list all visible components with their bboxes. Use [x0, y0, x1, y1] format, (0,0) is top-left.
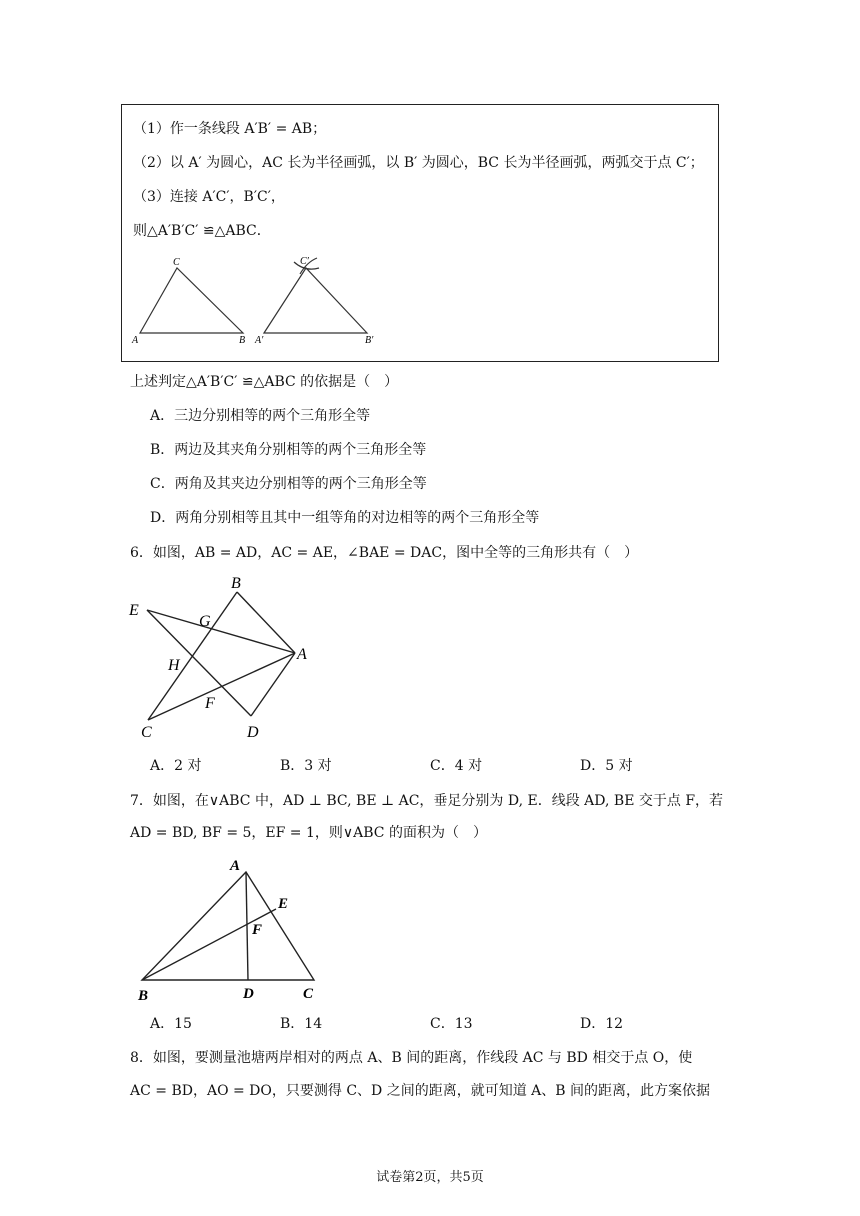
q6-label-b: B [231, 575, 241, 592]
q7-option-b: B．14 [280, 1016, 323, 1032]
q7-option-d: D．12 [580, 1016, 624, 1032]
label-c-prime: C′ [300, 256, 309, 267]
q5-stem: 上述判定△A′B′C′ ≌△ABC 的依据是（ ） [130, 374, 399, 390]
q7-label-d: D [243, 986, 254, 1002]
construction-figure [121, 250, 401, 355]
construction-step-1: （1）作一条线段 A′B′ = AB； [133, 121, 327, 137]
q6-label-g: G [199, 613, 211, 630]
label-a: A [132, 335, 139, 346]
q7-stem-line-1: 7．如图，在∨ABC 中，AD ⊥ BC, BE ⊥ AC，垂足分别为 D, E．线段 AD, BE 交于点 F，若 [130, 793, 724, 809]
q8-stem-line-1: 8．如图，要测量池塘两岸相对的两点 A、B 间的距离，作线段 AC 与 BD 相交于点 O，使 [130, 1050, 693, 1066]
construction-step-3: （3）连接 A′C′，B′C′， [133, 189, 285, 205]
q7-label-c: C [303, 986, 314, 1002]
q6-label-e: E [129, 602, 139, 619]
q5-option-d: D．两角分别相等且其中一组等角的对边相等的两个三角形全等 [150, 510, 540, 526]
label-a-prime: A′ [255, 335, 264, 346]
construction-step-2: （2）以 A′ 为圆心，AC 长为半径画弧，以 B′ 为圆心，BC 长为半径画弧，两弧交于点 C′； [133, 155, 704, 171]
label-b: B [239, 335, 246, 346]
label-c: C [173, 257, 180, 268]
q6-figure [125, 570, 325, 745]
q7-stem-line-2: AD = BD, BF = 5，EF = 1，则∨ABC 的面积为（ ） [130, 825, 487, 841]
q7-label-a: A [230, 858, 241, 874]
q6-label-a: A [297, 646, 307, 663]
q7-option-c: C．13 [430, 1016, 473, 1032]
q6-option-a: A．2 对 [150, 758, 202, 774]
triangle-abc [140, 268, 243, 333]
q7-option-a: A．15 [150, 1016, 192, 1032]
label-b-prime: B′ [365, 335, 374, 346]
q7-label-f: F [252, 922, 263, 938]
q5-option-b: B．两边及其夹角分别相等的两个三角形全等 [150, 442, 427, 458]
q6-option-b: B．3 对 [280, 758, 332, 774]
q6-label-h: H [168, 657, 180, 674]
q6-label-c: C [141, 724, 152, 741]
q6-option-c: C．4 对 [430, 758, 483, 774]
construction-conclusion: 则△A′B′C′ ≌△ABC． [133, 223, 271, 239]
triangle-a2b2c2 [264, 258, 367, 333]
q6-label-d: D [247, 724, 259, 741]
q6-stem: 6．如图，AB = AD，AC = AE，∠BAE = DAC，图中全等的三角形共有（ ） [130, 545, 639, 561]
q5-option-c: C．两角及其夹边分别相等的两个三角形全等 [150, 476, 427, 492]
q7-label-b: B [138, 988, 149, 1004]
q5-option-a: A．三边分别相等的两个三角形全等 [150, 408, 371, 424]
q6-option-d: D．5 对 [580, 758, 633, 774]
q7-label-e: E [278, 896, 289, 912]
q6-label-f: F [205, 695, 215, 712]
q8-stem-line-2: AC = BD，AO = DO，只要测得 C、D 之间的距离，就可知道 A、B 间的距离，此方案依据 [130, 1083, 711, 1099]
page-footer: 试卷第2页，共5页 [376, 1170, 484, 1185]
q7-figure [128, 852, 328, 1012]
